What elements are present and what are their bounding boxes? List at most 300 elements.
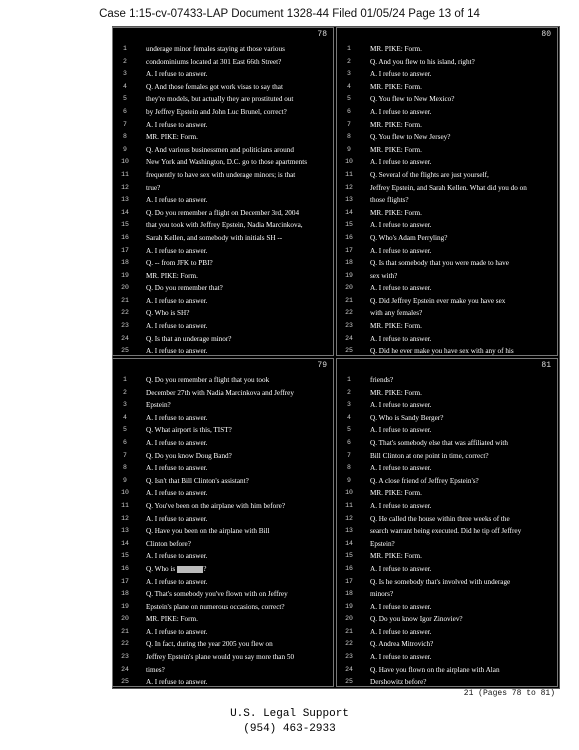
line-text-content: underage minor females staying at those various xyxy=(146,45,285,53)
line-text xyxy=(370,131,450,144)
line-number: 3 xyxy=(123,70,127,78)
line-number: 13 xyxy=(121,196,129,204)
line-text-content: MR. PIKE: Form. xyxy=(370,322,422,331)
transcript-line xyxy=(337,282,557,295)
line-text-content: Epstein's plane on numerous occasions, correct? xyxy=(146,602,285,611)
line-number: 25 xyxy=(121,347,129,355)
line-number: 14 xyxy=(345,539,353,547)
line-text xyxy=(370,119,422,132)
line-text-content: Q. That's somebody else that was affiliated with xyxy=(370,438,508,447)
line-text-content: A. I refuse to answer. xyxy=(370,564,432,573)
line-number: 14 xyxy=(121,208,129,216)
line-text xyxy=(146,131,198,144)
transcript-line xyxy=(337,676,557,689)
line-text xyxy=(370,676,426,689)
line-text xyxy=(146,93,293,106)
line-number: 1 xyxy=(347,376,351,383)
line-text xyxy=(370,295,505,308)
transcript-line xyxy=(113,538,333,551)
transcript-line xyxy=(337,638,557,651)
line-text-content: A. I refuse to answer. xyxy=(370,70,432,79)
line-number: 25 xyxy=(345,678,353,686)
line-text-content: Q. Who is Sandy Berger? xyxy=(370,413,444,422)
line-text xyxy=(370,56,475,69)
line-text-content: condominiums located at 301 East 66th Street? xyxy=(146,57,282,66)
transcript-line xyxy=(337,56,557,69)
line-text-content: Q. Who is SH? xyxy=(146,309,190,318)
line-text xyxy=(146,613,198,626)
transcript-line xyxy=(337,182,557,195)
line-number: 18 xyxy=(345,259,353,267)
line-text xyxy=(146,487,207,500)
line-text-content: MR. PIKE: Form. xyxy=(370,489,422,498)
transcript-line xyxy=(337,475,557,488)
line-text xyxy=(146,144,294,157)
line-text xyxy=(370,245,431,258)
page-number: 78 xyxy=(317,30,327,39)
line-text xyxy=(370,638,433,651)
transcript-line xyxy=(113,93,333,106)
transcript-line xyxy=(113,68,333,81)
line-text-content: Sarah Kellen, and somebody with initials SH -- xyxy=(146,233,283,242)
line-text xyxy=(370,333,431,346)
transcript-line xyxy=(337,307,557,320)
line-number: 6 xyxy=(347,438,351,446)
line-number: 5 xyxy=(347,95,351,103)
page-number: 79 xyxy=(317,361,327,370)
transcript-line xyxy=(113,131,333,144)
line-text-content: search warrant being executed. Did he tip off Jeffrey xyxy=(370,527,522,536)
line-text xyxy=(370,462,431,475)
line-text xyxy=(370,374,393,387)
transcript-line xyxy=(113,307,333,320)
line-text-content: Q. Who is xyxy=(146,564,176,573)
line-text xyxy=(370,156,431,169)
line-text-content: Q. You flew to New Mexico? xyxy=(370,95,455,104)
line-text xyxy=(146,525,270,538)
line-text xyxy=(146,68,207,81)
transcript-line xyxy=(113,270,333,283)
line-text-content: Q. Have you flown on the airplane with Alan xyxy=(370,665,500,674)
transcript-line xyxy=(113,664,333,677)
line-number: 7 xyxy=(123,120,127,128)
transcript-line xyxy=(337,345,557,358)
line-number: 24 xyxy=(121,665,129,673)
line-text xyxy=(370,387,422,400)
line-text-content: Epstein? xyxy=(146,401,171,410)
line-text-content: Q. Do you remember that? xyxy=(146,284,223,293)
line-text-content: A. I refuse to answer. xyxy=(146,464,208,473)
line-text xyxy=(146,156,307,169)
line-number: 9 xyxy=(347,145,351,153)
transcript-line xyxy=(113,437,333,450)
line-number: 11 xyxy=(121,501,129,509)
line-text-content: MR. PIKE: Form. xyxy=(370,145,422,154)
transcript-line xyxy=(337,513,557,526)
transcript-line xyxy=(113,207,333,220)
transcript-line xyxy=(113,182,333,195)
line-text xyxy=(146,43,285,56)
transcript-line xyxy=(337,93,557,106)
transcript-line xyxy=(337,81,557,94)
line-number: 16 xyxy=(121,564,129,572)
line-text xyxy=(370,613,463,626)
line-text-content: Q. Do you know Igor Zinoviev? xyxy=(370,615,463,624)
page-number: 81 xyxy=(541,361,551,370)
line-text xyxy=(146,282,223,295)
line-number: 15 xyxy=(345,221,353,229)
line-text xyxy=(146,270,198,283)
line-text xyxy=(146,676,207,689)
line-number: 23 xyxy=(345,322,353,330)
line-text-content: Q. And you flew to his island, right? xyxy=(370,57,475,66)
line-text xyxy=(146,182,160,195)
line-text-content: A. I refuse to answer. xyxy=(146,552,208,561)
line-text xyxy=(146,194,207,207)
line-number: 7 xyxy=(123,451,127,459)
line-text-content: A. I refuse to answer. xyxy=(370,284,432,293)
line-number: 9 xyxy=(347,476,351,484)
line-text xyxy=(370,576,510,589)
line-number: 11 xyxy=(345,170,353,178)
line-number: 9 xyxy=(123,476,127,484)
transcript-line xyxy=(113,487,333,500)
line-text-content: MR. PIKE: Form. xyxy=(370,388,422,397)
line-text xyxy=(146,119,207,132)
line-text-content: A. I refuse to answer. xyxy=(146,120,208,129)
line-text-content: Dershowitz before? xyxy=(370,678,427,687)
case-header: Case 1:15-cv-07433-LAP Document 1328-44 Filed 01/05/24 Page 13 of 14 xyxy=(99,8,480,20)
line-number: 8 xyxy=(123,133,127,141)
line-text xyxy=(146,424,232,437)
line-text xyxy=(146,219,303,232)
transcript-line xyxy=(113,462,333,475)
line-number: 4 xyxy=(123,82,127,90)
line-text xyxy=(370,588,393,601)
line-text xyxy=(370,169,489,182)
line-text-content: Q. Several of the flights are just yourself, xyxy=(370,170,489,179)
line-text-content: Epstein? xyxy=(370,539,395,548)
line-text xyxy=(146,475,249,488)
line-number: 12 xyxy=(345,514,353,522)
transcript-line xyxy=(113,320,333,333)
line-text xyxy=(370,270,397,283)
transcript-page-79 xyxy=(112,358,334,687)
transcript-line xyxy=(337,257,557,270)
line-text-content: Q. That's somebody you've flown with on Jeffrey xyxy=(146,590,288,599)
transcript-line xyxy=(337,576,557,589)
line-number: 1 xyxy=(123,45,127,52)
line-text xyxy=(370,399,431,412)
transcript-line xyxy=(113,282,333,295)
line-text-content: Q. You flew to New Jersey? xyxy=(370,133,451,142)
transcript-lines xyxy=(337,43,557,358)
line-text-content: Jeffrey Epstein's plane would you say more than 50 xyxy=(146,653,295,662)
line-number: 24 xyxy=(345,665,353,673)
line-number: 6 xyxy=(123,107,127,115)
transcript-line xyxy=(113,56,333,69)
line-number: 20 xyxy=(345,615,353,623)
line-text xyxy=(146,387,294,400)
line-text xyxy=(146,538,191,551)
line-number: 10 xyxy=(345,158,353,166)
line-number: 9 xyxy=(123,145,127,153)
line-text-content: A. I refuse to answer. xyxy=(146,627,208,636)
transcript-line xyxy=(337,106,557,119)
transcript-line xyxy=(337,563,557,576)
line-text-content: A. I refuse to answer. xyxy=(370,426,432,435)
line-number: 7 xyxy=(347,120,351,128)
line-number: 20 xyxy=(345,284,353,292)
line-text-content: that you took with Jeffrey Epstein, Nadia Marcinkova, xyxy=(146,221,303,230)
transcript-line xyxy=(337,613,557,626)
line-text-content: A. I refuse to answer. xyxy=(370,158,432,167)
line-number: 19 xyxy=(345,602,353,610)
transcript-line xyxy=(113,550,333,563)
line-number: 20 xyxy=(121,284,129,292)
line-number: 3 xyxy=(347,401,351,409)
line-text xyxy=(146,550,207,563)
line-number: 3 xyxy=(347,70,351,78)
line-text-content: Q. Who's Adam Perryling? xyxy=(370,233,448,242)
line-text-content: Q. And those females got work visas to say that xyxy=(146,82,283,91)
line-text-content: with any females? xyxy=(370,309,423,318)
line-number: 12 xyxy=(121,183,129,191)
transcript-line xyxy=(337,500,557,513)
page-number: 80 xyxy=(541,30,551,39)
transcript-line xyxy=(113,676,333,689)
line-text-content: MR. PIKE: Form. xyxy=(146,133,198,142)
line-text xyxy=(146,81,283,94)
line-text xyxy=(146,664,165,677)
line-text xyxy=(146,320,207,333)
line-text-content: A. I refuse to answer. xyxy=(146,413,208,422)
transcript-lines xyxy=(113,374,333,689)
line-text-content: Q. Did Jeffrey Epstein ever make you have sex xyxy=(370,296,506,305)
line-text-content: MR. PIKE: Form. xyxy=(370,208,422,217)
transcript-line xyxy=(337,169,557,182)
line-text xyxy=(146,563,206,576)
transcript-line xyxy=(113,651,333,664)
line-text-content: Q. And various businessmen and politicians around xyxy=(146,145,294,154)
line-text-content: A. I refuse to answer. xyxy=(146,347,208,356)
transcript-line xyxy=(113,144,333,157)
transcript-line xyxy=(113,232,333,245)
line-text-content: Q. Do you know Doug Band? xyxy=(146,451,232,460)
line-number: 15 xyxy=(121,221,129,229)
line-text xyxy=(370,345,514,358)
line-number: 5 xyxy=(347,426,351,434)
line-number: 5 xyxy=(123,95,127,103)
transcript-line xyxy=(113,106,333,119)
line-text xyxy=(146,257,213,270)
transcript-page-80 xyxy=(336,27,558,356)
line-text-content: Q. A close friend of Jeffrey Epstein's? xyxy=(370,476,479,485)
line-number: 20 xyxy=(121,615,129,623)
line-text-content: A. I refuse to answer. xyxy=(146,514,208,523)
transcript-line xyxy=(113,374,333,387)
transcript-line xyxy=(113,257,333,270)
line-number: 7 xyxy=(347,451,351,459)
transcript-line xyxy=(337,437,557,450)
line-text xyxy=(146,450,232,463)
line-text xyxy=(146,576,207,589)
line-text-content: friends? xyxy=(370,376,394,384)
line-text-content: by Jeffrey Epstein and John Luc Brunel, correct? xyxy=(146,107,287,116)
transcript-line xyxy=(337,412,557,425)
line-text-content: Clinton before? xyxy=(146,539,191,548)
line-number: 4 xyxy=(123,413,127,421)
line-text xyxy=(370,563,431,576)
line-number: 2 xyxy=(123,57,127,65)
transcript-line xyxy=(337,320,557,333)
transcript-lines xyxy=(337,374,557,689)
line-text xyxy=(146,345,207,358)
line-text xyxy=(370,664,500,677)
transcript-line xyxy=(113,576,333,589)
line-number: 13 xyxy=(345,196,353,204)
line-text-content: true? xyxy=(146,183,161,192)
line-text xyxy=(370,43,422,56)
transcript-line xyxy=(337,387,557,400)
line-number: 1 xyxy=(123,376,127,383)
transcript-line xyxy=(337,270,557,283)
line-text xyxy=(370,144,422,157)
transcript-line xyxy=(337,207,557,220)
line-text-content: Q. Andrea Mitrovich? xyxy=(370,640,434,649)
line-text-content: Q. You've been on the airplane with him before? xyxy=(146,501,286,510)
line-text xyxy=(146,307,189,320)
line-number: 22 xyxy=(345,640,353,648)
transcript-line xyxy=(113,387,333,400)
line-number: 17 xyxy=(345,246,353,254)
line-number: 13 xyxy=(345,527,353,535)
line-text xyxy=(370,282,431,295)
line-text xyxy=(370,219,431,232)
line-text-content: A. I refuse to answer. xyxy=(146,196,208,205)
transcript-line xyxy=(337,487,557,500)
transcript-line xyxy=(113,500,333,513)
line-number: 16 xyxy=(121,233,129,241)
transcript-line xyxy=(113,638,333,651)
transcript-line xyxy=(113,475,333,488)
line-text-content: A. I refuse to answer. xyxy=(370,107,432,116)
line-text-suffix: ? xyxy=(203,564,207,573)
line-text-content: Q. In fact, during the year 2005 you flew on xyxy=(146,640,273,649)
line-text xyxy=(146,232,282,245)
line-text-content: A. I refuse to answer. xyxy=(146,322,208,331)
transcript-line xyxy=(113,513,333,526)
line-text xyxy=(370,68,431,81)
line-number: 17 xyxy=(345,577,353,585)
line-number: 11 xyxy=(345,501,353,509)
line-number: 18 xyxy=(121,259,129,267)
company-name: U.S. Legal Support xyxy=(230,708,349,720)
line-number: 15 xyxy=(121,552,129,560)
line-text xyxy=(370,525,521,538)
line-number: 17 xyxy=(121,246,129,254)
line-text xyxy=(370,106,431,119)
line-number: 3 xyxy=(123,401,127,409)
line-text-content: MR. PIKE: Form. xyxy=(370,45,422,53)
line-text xyxy=(146,462,207,475)
transcript-lines xyxy=(113,43,333,358)
line-number: 11 xyxy=(121,170,129,178)
line-number: 17 xyxy=(121,577,129,585)
line-text-content: A. I refuse to answer. xyxy=(146,678,208,687)
line-number: 4 xyxy=(347,413,351,421)
line-text xyxy=(146,56,281,69)
line-text xyxy=(370,307,422,320)
transcript-line xyxy=(113,525,333,538)
line-number: 6 xyxy=(347,107,351,115)
line-text-content: MR. PIKE: Form. xyxy=(370,82,422,91)
line-number: 21 xyxy=(345,296,353,304)
line-text xyxy=(370,475,479,488)
line-number: 22 xyxy=(121,640,129,648)
line-text-content: Bill Clinton at one point in time, correct? xyxy=(370,451,489,460)
transcript-line xyxy=(113,43,333,56)
line-number: 23 xyxy=(121,653,129,661)
transcript-line xyxy=(113,295,333,308)
transcript-line xyxy=(113,588,333,601)
transcript-line xyxy=(337,588,557,601)
transcript-line xyxy=(113,156,333,169)
line-text-content: MR. PIKE: Form. xyxy=(370,552,422,561)
transcript-line xyxy=(113,245,333,258)
line-text-content: Q. Do you remember a flight that you took xyxy=(146,376,270,384)
line-number: 21 xyxy=(121,627,129,635)
line-text-content: A. I refuse to answer. xyxy=(146,246,208,255)
line-number: 15 xyxy=(345,552,353,560)
transcript-line xyxy=(337,374,557,387)
line-text xyxy=(370,437,508,450)
line-text xyxy=(370,207,422,220)
line-text-content: A. I refuse to answer. xyxy=(146,489,208,498)
transcript-line xyxy=(337,194,557,207)
line-text xyxy=(146,412,207,425)
line-text-content: Q. What airport is this, TIST? xyxy=(146,426,232,435)
line-number: 1 xyxy=(347,45,351,52)
line-text-content: Q. Is that somebody that you were made to have xyxy=(370,259,509,268)
line-number: 8 xyxy=(347,133,351,141)
line-text xyxy=(146,601,285,614)
line-text-content: A. I refuse to answer. xyxy=(370,653,432,662)
line-text xyxy=(370,424,431,437)
line-text-content: A. I refuse to answer. xyxy=(370,246,432,255)
line-text-content: Q. Isn't that Bill Clinton's assistant? xyxy=(146,476,249,485)
line-number: 16 xyxy=(345,233,353,241)
line-text xyxy=(146,437,207,450)
line-text-content: A. I refuse to answer. xyxy=(146,438,208,447)
line-text-content: MR. PIKE: Form. xyxy=(370,120,422,129)
line-text xyxy=(370,320,422,333)
transcript-line xyxy=(113,169,333,182)
line-text xyxy=(146,399,171,412)
transcript-line xyxy=(337,333,557,346)
line-text xyxy=(146,638,273,651)
line-text-content: Q. He called the house within three weeks of the xyxy=(370,514,510,523)
line-text-content: minors? xyxy=(370,590,394,599)
line-number: 21 xyxy=(121,296,129,304)
line-number: 8 xyxy=(347,464,351,472)
reporter-footer xyxy=(0,707,579,737)
line-text xyxy=(146,651,294,664)
line-number: 2 xyxy=(347,57,351,65)
line-text xyxy=(146,169,295,182)
transcript-line xyxy=(113,345,333,358)
line-number: 19 xyxy=(345,271,353,279)
